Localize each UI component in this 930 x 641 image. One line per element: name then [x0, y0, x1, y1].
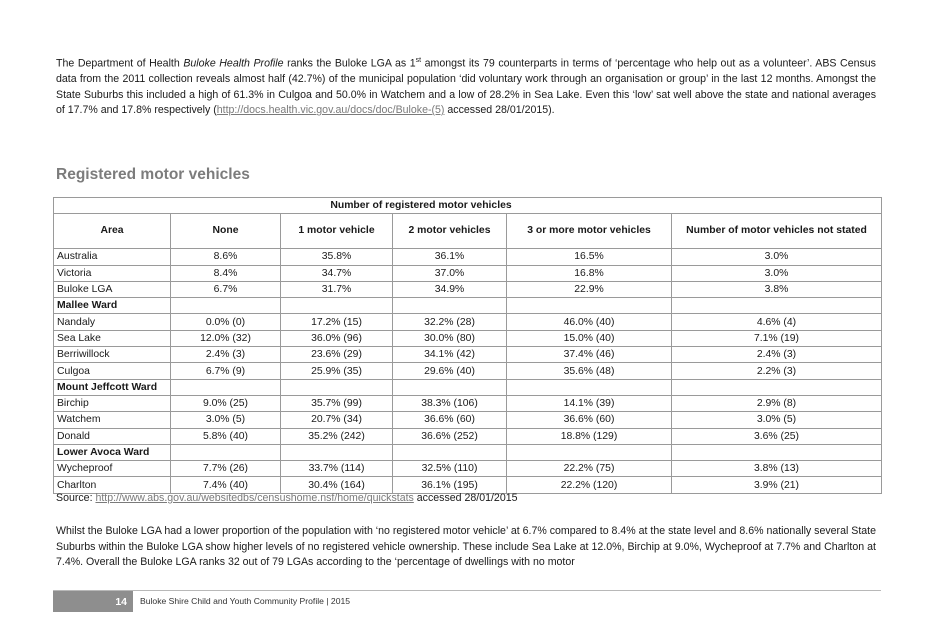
value-cell: 34.1% (42) [393, 347, 507, 363]
value-cell: 35.2% (242) [281, 428, 393, 444]
value-cell: 22.2% (120) [507, 477, 672, 493]
value-cell: 3.8% [672, 281, 882, 297]
value-cell [672, 379, 882, 395]
value-cell: 3.8% (13) [672, 461, 882, 477]
table-row [54, 461, 882, 477]
value-cell: 36.6% (252) [393, 428, 507, 444]
intro-text-3: amongst its 79 counterparts in terms of ‘percentage who help out as a volunteer’. ABS Census data from the 2011 collection reveals almost half (42.7%) of the municipal population ‘did voluntary work through an organisation or group’ in the last 12 months. Amongst the State Suburbs this included a high of 61.3% in Culgoa and 50.0% in Watchem and a low of 28.2% in Sea Lake. Even this ‘low’ sat well above the state and national averages of 17.7% and 17.8% respectively ( [56, 57, 876, 117]
intro-text-4: accessed 28/01/2015). [444, 104, 555, 117]
value-cell: 3.0% (5) [672, 412, 882, 428]
ward-row [54, 444, 882, 460]
value-cell: 16.8% [507, 265, 672, 281]
value-cell: 35.6% (48) [507, 363, 672, 379]
col-header-area: Area [54, 214, 171, 249]
value-cell: 9.0% (25) [171, 395, 281, 411]
value-cell: 36.1% [393, 249, 507, 265]
header-spacer-left [54, 198, 171, 214]
value-cell: 37.4% (46) [507, 347, 672, 363]
value-cell: 20.7% (34) [281, 412, 393, 428]
value-cell: 35.7% (99) [281, 395, 393, 411]
value-cell [171, 444, 281, 460]
value-cell: 22.2% (75) [507, 461, 672, 477]
header-spacer-right [672, 198, 882, 214]
health-profile-link[interactable]: http://docs.health.vic.gov.au/docs/doc/Buloke-(5) [216, 104, 445, 117]
value-cell: 33.7% (114) [281, 461, 393, 477]
value-cell: 7.4% (40) [171, 477, 281, 493]
col-header-one: 1 motor vehicle [281, 214, 393, 249]
value-cell: 0.0% (0) [171, 314, 281, 330]
section-heading: Registered motor vehicles [56, 166, 250, 183]
ward-row [54, 298, 882, 314]
value-cell: 36.6% (60) [507, 412, 672, 428]
area-cell: Wycheproof [54, 461, 171, 477]
value-cell: 3.6% (25) [672, 428, 882, 444]
footer-title: Buloke Shire Child and Youth Community Profile | 2015 [140, 596, 351, 606]
value-cell [393, 298, 507, 314]
page-number: 14 [53, 591, 133, 612]
value-cell: 36.0% (96) [281, 330, 393, 346]
value-cell: 38.3% (106) [393, 395, 507, 411]
value-cell: 2.2% (3) [672, 363, 882, 379]
value-cell [507, 444, 672, 460]
value-cell: 16.5% [507, 249, 672, 265]
value-cell: 6.7% (9) [171, 363, 281, 379]
rank-superscript: st [415, 57, 422, 64]
value-cell: 15.0% (40) [507, 330, 672, 346]
table-row [54, 347, 882, 363]
value-cell: 31.7% [281, 281, 393, 297]
area-cell: Australia [54, 249, 171, 265]
value-cell: 4.6% (4) [672, 314, 882, 330]
value-cell: 46.0% (40) [507, 314, 672, 330]
value-cell: 8.6% [171, 249, 281, 265]
intro-paragraph [56, 53, 876, 119]
value-cell: 5.8% (40) [171, 428, 281, 444]
value-cell: 25.9% (35) [281, 363, 393, 379]
value-cell: 30.4% (164) [281, 477, 393, 493]
intro-text-2: ranks the Buloke LGA as 1 [283, 57, 416, 70]
value-cell: 36.1% (195) [393, 477, 507, 493]
value-cell: 29.6% (40) [393, 363, 507, 379]
value-cell: 3.0% [672, 249, 882, 265]
value-cell: 7.7% (26) [171, 461, 281, 477]
table-row [54, 330, 882, 346]
table-row [54, 412, 882, 428]
value-cell: 34.9% [393, 281, 507, 297]
area-cell: Lower Avoca Ward [54, 444, 171, 460]
value-cell: 18.8% (129) [507, 428, 672, 444]
col-header-three-plus: 3 or more motor vehicles [507, 214, 672, 249]
ward-row [54, 379, 882, 395]
area-cell: Mount Jeffcott Ward [54, 379, 171, 395]
value-cell: 3.0% (5) [171, 412, 281, 428]
area-cell: Charlton [54, 477, 171, 493]
value-cell: 22.9% [507, 281, 672, 297]
table-body [54, 249, 882, 493]
closing-paragraph: Whilst the Buloke LGA had a lower proportion of the population with ‘no registered motor vehicle’ at 6.7% compared to 8.4% at the state level and 8.6% nationally several State Suburbs within the Buloke LGA show higher levels of no registered vehicle ownership. These include Sea Lake at 12.0%, Birchip at 9.0%, Wycheproof at 7.7% and Charlton at 7.4%. Overall the Buloke LGA ranks 32 out of 79 LGAs according to the ‘percentage of dwellings with no motor [56, 525, 876, 568]
area-cell: Buloke LGA [54, 281, 171, 297]
value-cell [171, 298, 281, 314]
value-cell: 37.0% [393, 265, 507, 281]
source-suffix: accessed 28/01/2015 [413, 492, 518, 504]
abs-quickstats-link[interactable]: http://www.abs.gov.au/websitedbs/censushome.nsf/home/quickstats [95, 492, 414, 504]
value-cell: 35.8% [281, 249, 393, 265]
value-cell [672, 444, 882, 460]
table-row [54, 281, 882, 297]
value-cell: 8.4% [171, 265, 281, 281]
value-cell: 23.6% (29) [281, 347, 393, 363]
value-cell: 17.2% (15) [281, 314, 393, 330]
value-cell: 30.0% (80) [393, 330, 507, 346]
source-label: Source: [56, 492, 96, 504]
table-row [54, 477, 882, 493]
value-cell: 32.5% (110) [393, 461, 507, 477]
value-cell [393, 444, 507, 460]
area-cell: Victoria [54, 265, 171, 281]
value-cell: 7.1% (19) [672, 330, 882, 346]
value-cell: 2.4% (3) [171, 347, 281, 363]
value-cell: 3.0% [672, 265, 882, 281]
table-row [54, 395, 882, 411]
value-cell: 2.4% (3) [672, 347, 882, 363]
area-cell: Culgoa [54, 363, 171, 379]
value-cell [507, 379, 672, 395]
value-cell: 14.1% (39) [507, 395, 672, 411]
value-cell [281, 379, 393, 395]
value-cell: 36.6% (60) [393, 412, 507, 428]
area-cell: Watchem [54, 412, 171, 428]
motor-vehicles-table [53, 197, 882, 494]
area-cell: Nandaly [54, 314, 171, 330]
table-row [54, 314, 882, 330]
value-cell: 32.2% (28) [393, 314, 507, 330]
table-row [54, 265, 882, 281]
footer-rule [53, 590, 881, 591]
value-cell: 34.7% [281, 265, 393, 281]
table-row [54, 428, 882, 444]
value-cell: 3.9% (21) [672, 477, 882, 493]
value-cell [281, 298, 393, 314]
value-cell: 2.9% (8) [672, 395, 882, 411]
group-header: Number of registered motor vehicles [171, 198, 672, 214]
table-row [54, 249, 882, 265]
area-cell: Berriwillock [54, 347, 171, 363]
area-cell: Sea Lake [54, 330, 171, 346]
profile-title: Buloke Health Profile [183, 57, 284, 70]
value-cell [281, 444, 393, 460]
value-cell [393, 379, 507, 395]
col-header-not-stated: Number of motor vehicles not stated [672, 214, 882, 249]
intro-text-1: The Department of Health [56, 57, 184, 70]
table-row [54, 363, 882, 379]
col-header-none: None [171, 214, 281, 249]
value-cell [171, 379, 281, 395]
source-line [56, 492, 518, 504]
area-cell: Mallee Ward [54, 298, 171, 314]
area-cell: Donald [54, 428, 171, 444]
value-cell: 12.0% (32) [171, 330, 281, 346]
col-header-two: 2 motor vehicles [393, 214, 507, 249]
area-cell: Birchip [54, 395, 171, 411]
value-cell [507, 298, 672, 314]
value-cell [672, 298, 882, 314]
value-cell: 6.7% [171, 281, 281, 297]
